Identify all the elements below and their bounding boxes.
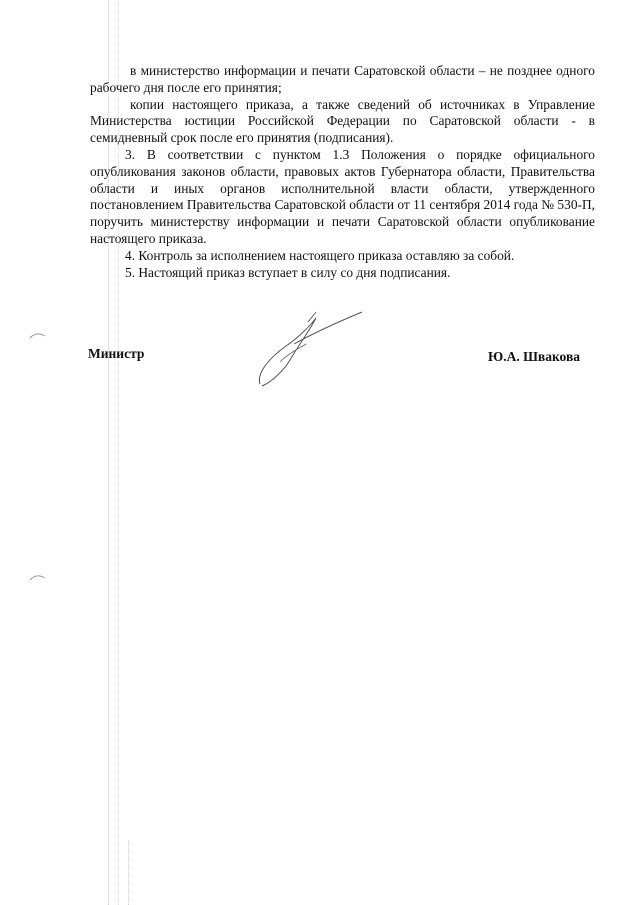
signature-icon [250,300,380,390]
paragraph: 3. В соответствии с пунктом 1.3 Положения о порядке официального опубликования законов области, правовых актов Губернатора области, Правительства области и иных органов исполнительной власти области, утвержденного постановлением Правительства Саратовской области от 11 сентября 2014 года № 530-П, поручить министерству информации и печати Саратовской области опубликование настоящего приказа. [90,146,595,246]
scan-mark-icon [28,330,48,340]
paragraph: 4. Контроль за исполнением настоящего приказа оставляю за собой. [125,247,515,263]
paragraph: копии настоящего приказа, а также сведений об источниках в Управление Министерства юстиции Российской Федерации по Саратовской области - в семидневный срок после его принятия (подписания). [90,96,595,146]
signatory-name: Ю.А. Швакова [488,349,580,364]
document-body [90,63,595,281]
scan-artifact-line [128,840,129,905]
scan-mark-icon [28,572,48,582]
paragraph: в министерство информации и печати Саратовской области – не позднее одного рабочего дня после его принятия; [90,63,595,95]
signatory-title: Министр [88,346,145,361]
paragraph: 5. Настоящий приказ вступает в силу со дня подписания. [125,264,451,280]
